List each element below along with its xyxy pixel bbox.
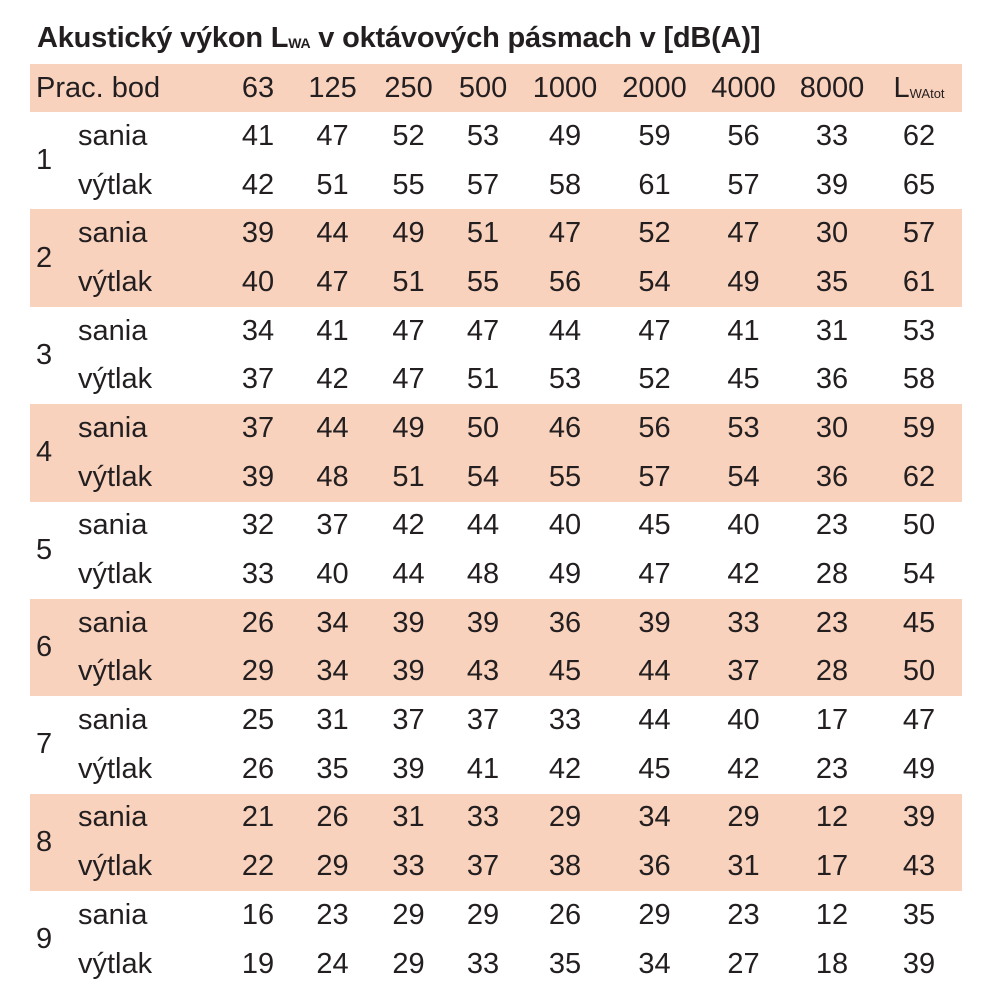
band-value-cell: 44: [610, 648, 699, 697]
band-value-cell: 47: [638, 558, 671, 591]
band-value-cell: 53: [699, 404, 788, 453]
discharge-label: výtlak: [76, 258, 222, 307]
band-value-cell: 49: [548, 119, 582, 152]
table-title: [37, 22, 760, 55]
band-value-cell: 41: [466, 752, 500, 785]
band-value-cell: 34: [241, 314, 275, 347]
band-value-cell: 41: [316, 314, 349, 347]
band-value-cell: 28: [788, 648, 876, 697]
band-value-cell: 56: [727, 119, 760, 152]
table-row: [30, 940, 962, 989]
band-value-cell: 27: [727, 947, 760, 980]
band-value-cell: 31: [371, 794, 446, 843]
band-value-cell: 55: [520, 453, 610, 502]
header-band: 2000: [610, 64, 699, 112]
total-cell: 62: [876, 453, 962, 502]
band-value-cell: 33: [815, 119, 849, 152]
total-cell: 54: [902, 558, 936, 591]
table-row: [30, 112, 962, 161]
band-value-cell: 35: [548, 947, 582, 980]
band-value-cell: 33: [241, 558, 275, 591]
header-total-sub: WAtot: [909, 85, 945, 101]
band-value-cell: 49: [699, 258, 788, 307]
band-value-cell: 37: [222, 404, 294, 453]
band-value-cell: 40: [727, 509, 760, 542]
band-value-cell: 23: [316, 898, 349, 931]
band-value-cell: 45: [727, 363, 760, 396]
band-value-cell: 52: [392, 119, 425, 152]
band-value-cell: 39: [815, 168, 849, 201]
total-cell: 53: [902, 314, 936, 347]
band-value-cell: 40: [222, 258, 294, 307]
table-row: [30, 209, 962, 258]
band-value-cell: 19: [241, 947, 275, 980]
table-row: [30, 453, 962, 502]
band-value-cell: 49: [548, 558, 582, 591]
band-value-cell: 33: [466, 947, 500, 980]
band-value-cell: 40: [316, 558, 349, 591]
table-row: [30, 842, 962, 891]
band-value-cell: 39: [222, 453, 294, 502]
band-value-cell: 39: [222, 209, 294, 258]
band-value-cell: 57: [727, 168, 760, 201]
band-value-cell: 31: [316, 704, 349, 737]
band-value-cell: 53: [466, 119, 500, 152]
band-value-cell: 26: [241, 752, 275, 785]
band-value-cell: 28: [815, 558, 849, 591]
band-value-cell: 34: [294, 648, 371, 697]
band-value-cell: 29: [638, 898, 671, 931]
band-value-cell: 52: [638, 363, 671, 396]
band-value-cell: 49: [371, 404, 446, 453]
sound-power-table: [30, 64, 962, 988]
header-total-main: L: [893, 71, 910, 104]
band-value-cell: 47: [392, 363, 425, 396]
band-value-cell: 51: [316, 168, 349, 201]
discharge-label: výtlak: [76, 842, 222, 891]
band-value-cell: 55: [392, 168, 425, 201]
band-value-cell: 42: [392, 509, 425, 542]
operating-point-number: 9: [36, 923, 53, 956]
band-value-cell: 17: [788, 842, 876, 891]
band-value-cell: 21: [222, 794, 294, 843]
band-value-cell: 39: [610, 599, 699, 648]
suction-label: sania: [76, 209, 222, 258]
band-value-cell: 29: [222, 648, 294, 697]
band-value-cell: 54: [446, 453, 520, 502]
band-value-cell: 23: [815, 752, 849, 785]
band-value-cell: 57: [610, 453, 699, 502]
band-value-cell: 24: [316, 947, 349, 980]
total-cell: 45: [876, 599, 962, 648]
band-value-cell: 36: [815, 363, 849, 396]
band-value-cell: 47: [392, 314, 425, 347]
band-value-cell: 51: [446, 209, 520, 258]
band-value-cell: 48: [466, 558, 500, 591]
band-value-cell: 29: [466, 898, 500, 931]
operating-point-number: 2: [30, 209, 76, 306]
band-value-cell: 37: [466, 704, 500, 737]
band-value-cell: 29: [699, 794, 788, 843]
header-band: 250: [371, 64, 446, 112]
discharge-label: výtlak: [76, 648, 222, 697]
discharge-label: výtlak: [78, 947, 153, 980]
band-value-cell: 31: [815, 314, 849, 347]
suction-label: sania: [78, 509, 148, 542]
band-value-cell: 45: [638, 752, 671, 785]
band-value-cell: 39: [392, 752, 425, 785]
band-value-cell: 39: [371, 648, 446, 697]
band-value-cell: 17: [815, 704, 849, 737]
band-value-cell: 42: [727, 558, 760, 591]
band-value-cell: 33: [371, 842, 446, 891]
band-value-cell: 47: [520, 209, 610, 258]
suction-label: sania: [78, 314, 148, 347]
title-subscript: WA: [288, 35, 311, 51]
total-cell: 62: [902, 119, 936, 152]
band-value-cell: 55: [446, 258, 520, 307]
band-value-cell: 34: [638, 947, 671, 980]
total-cell: 49: [902, 752, 936, 785]
band-value-cell: 25: [241, 704, 275, 737]
band-value-cell: 33: [446, 794, 520, 843]
band-value-cell: 37: [699, 648, 788, 697]
discharge-label: výtlak: [78, 168, 153, 201]
band-value-cell: 23: [815, 509, 849, 542]
discharge-label: výtlak: [78, 752, 153, 785]
band-value-cell: 54: [610, 258, 699, 307]
band-value-cell: 49: [371, 209, 446, 258]
band-value-cell: 51: [371, 258, 446, 307]
operating-point-number: 1: [36, 144, 53, 177]
band-value-cell: 30: [788, 209, 876, 258]
band-value-cell: 38: [520, 842, 610, 891]
band-value-cell: 29: [520, 794, 610, 843]
table-row: [30, 599, 962, 648]
band-value-cell: 56: [610, 404, 699, 453]
table-body: [30, 64, 962, 988]
band-value-cell: 31: [699, 842, 788, 891]
band-value-cell: 48: [294, 453, 371, 502]
total-cell: 39: [876, 794, 962, 843]
operating-point-number: 4: [30, 404, 76, 501]
band-value-cell: 47: [294, 258, 371, 307]
band-value-cell: 44: [466, 509, 500, 542]
band-value-cell: 42: [548, 752, 582, 785]
band-value-cell: 47: [316, 119, 349, 152]
header-band: 125: [294, 64, 371, 112]
band-value-cell: 41: [727, 314, 760, 347]
operating-point-number: 6: [30, 599, 76, 696]
band-value-cell: 47: [466, 314, 500, 347]
suction-label: sania: [76, 599, 222, 648]
total-cell: 59: [876, 404, 962, 453]
band-value-cell: 22: [222, 842, 294, 891]
band-value-cell: 12: [788, 794, 876, 843]
band-value-cell: 30: [788, 404, 876, 453]
band-value-cell: 61: [638, 168, 671, 201]
band-value-cell: 47: [699, 209, 788, 258]
band-value-cell: 37: [316, 509, 349, 542]
band-value-cell: 16: [241, 898, 275, 931]
total-cell: 58: [902, 363, 936, 396]
band-value-cell: 45: [638, 509, 671, 542]
band-value-cell: 23: [788, 599, 876, 648]
band-value-cell: 57: [466, 168, 500, 201]
total-cell: 39: [902, 947, 936, 980]
title-prefix: Akustický výkon L: [37, 22, 289, 54]
operating-point-number: 8: [30, 794, 76, 891]
table-row: [30, 891, 962, 940]
band-value-cell: 45: [520, 648, 610, 697]
header-band: 500: [446, 64, 520, 112]
total-cell: 65: [902, 168, 936, 201]
table-row: [30, 258, 962, 307]
header-band: 63: [222, 64, 294, 112]
band-value-cell: 36: [610, 842, 699, 891]
total-cell: 57: [876, 209, 962, 258]
band-value-cell: 18: [815, 947, 849, 980]
band-value-cell: 40: [727, 704, 760, 737]
band-value-cell: 29: [392, 947, 425, 980]
band-value-cell: 35: [316, 752, 349, 785]
band-value-cell: 35: [788, 258, 876, 307]
band-value-cell: 43: [446, 648, 520, 697]
table-row: [30, 404, 962, 453]
discharge-label: výtlak: [76, 453, 222, 502]
band-value-cell: 37: [392, 704, 425, 737]
band-value-cell: 47: [638, 314, 671, 347]
suction-label: sania: [78, 704, 148, 737]
table-row: [30, 648, 962, 697]
band-value-cell: 36: [520, 599, 610, 648]
table-row: [30, 502, 962, 551]
band-value-cell: 40: [548, 509, 582, 542]
operating-point-number: 5: [36, 533, 53, 566]
band-value-cell: 39: [371, 599, 446, 648]
operating-point-number: 7: [36, 728, 53, 761]
band-value-cell: 33: [699, 599, 788, 648]
band-value-cell: 34: [294, 599, 371, 648]
table-row: [30, 161, 962, 210]
header-total: [876, 64, 962, 112]
band-value-cell: 53: [548, 363, 582, 396]
band-value-cell: 42: [241, 168, 275, 201]
table-header-row: [30, 64, 962, 112]
total-cell: 35: [902, 898, 936, 931]
suction-label: sania: [76, 404, 222, 453]
table-row: [30, 307, 962, 356]
band-value-cell: 54: [699, 453, 788, 502]
band-value-cell: 41: [241, 119, 275, 152]
header-label: Prac. bod: [30, 64, 222, 112]
band-value-cell: 26: [548, 898, 582, 931]
suction-label: sania: [78, 119, 148, 152]
band-value-cell: 50: [446, 404, 520, 453]
suction-label: sania: [78, 898, 148, 931]
band-value-cell: 51: [371, 453, 446, 502]
band-value-cell: 59: [638, 119, 671, 152]
band-value-cell: 58: [548, 168, 582, 201]
band-value-cell: 51: [466, 363, 500, 396]
band-value-cell: 23: [727, 898, 760, 931]
band-value-cell: 33: [548, 704, 582, 737]
band-value-cell: 42: [727, 752, 760, 785]
band-value-cell: 39: [446, 599, 520, 648]
operating-point-number: 3: [36, 338, 53, 371]
band-value-cell: 44: [638, 704, 671, 737]
band-value-cell: 12: [815, 898, 849, 931]
header-band: 1000: [520, 64, 610, 112]
total-cell: 50: [876, 648, 962, 697]
table-row: [30, 794, 962, 843]
table-row: [30, 696, 962, 745]
suction-label: sania: [76, 794, 222, 843]
band-value-cell: 26: [294, 794, 371, 843]
total-cell: 47: [902, 704, 936, 737]
title-suffix: v oktávových pásmach v [dB(A)]: [310, 22, 761, 54]
table-row: [30, 745, 962, 794]
band-value-cell: 56: [520, 258, 610, 307]
header-band: 8000: [788, 64, 876, 112]
band-value-cell: 36: [788, 453, 876, 502]
band-value-cell: 37: [446, 842, 520, 891]
band-value-cell: 29: [392, 898, 425, 931]
band-value-cell: 46: [520, 404, 610, 453]
discharge-label: výtlak: [78, 363, 153, 396]
table-row: [30, 550, 962, 599]
discharge-label: výtlak: [78, 558, 153, 591]
band-value-cell: 44: [294, 404, 371, 453]
band-value-cell: 44: [392, 558, 425, 591]
band-value-cell: 29: [294, 842, 371, 891]
total-cell: 61: [876, 258, 962, 307]
band-value-cell: 34: [610, 794, 699, 843]
band-value-cell: 32: [241, 509, 275, 542]
total-cell: 50: [902, 509, 936, 542]
band-value-cell: 37: [241, 363, 275, 396]
band-value-cell: 26: [222, 599, 294, 648]
header-band: 4000: [699, 64, 788, 112]
band-value-cell: 42: [316, 363, 349, 396]
band-value-cell: 44: [294, 209, 371, 258]
table-row: [30, 355, 962, 404]
total-cell: 43: [876, 842, 962, 891]
band-value-cell: 52: [610, 209, 699, 258]
band-value-cell: 44: [548, 314, 582, 347]
